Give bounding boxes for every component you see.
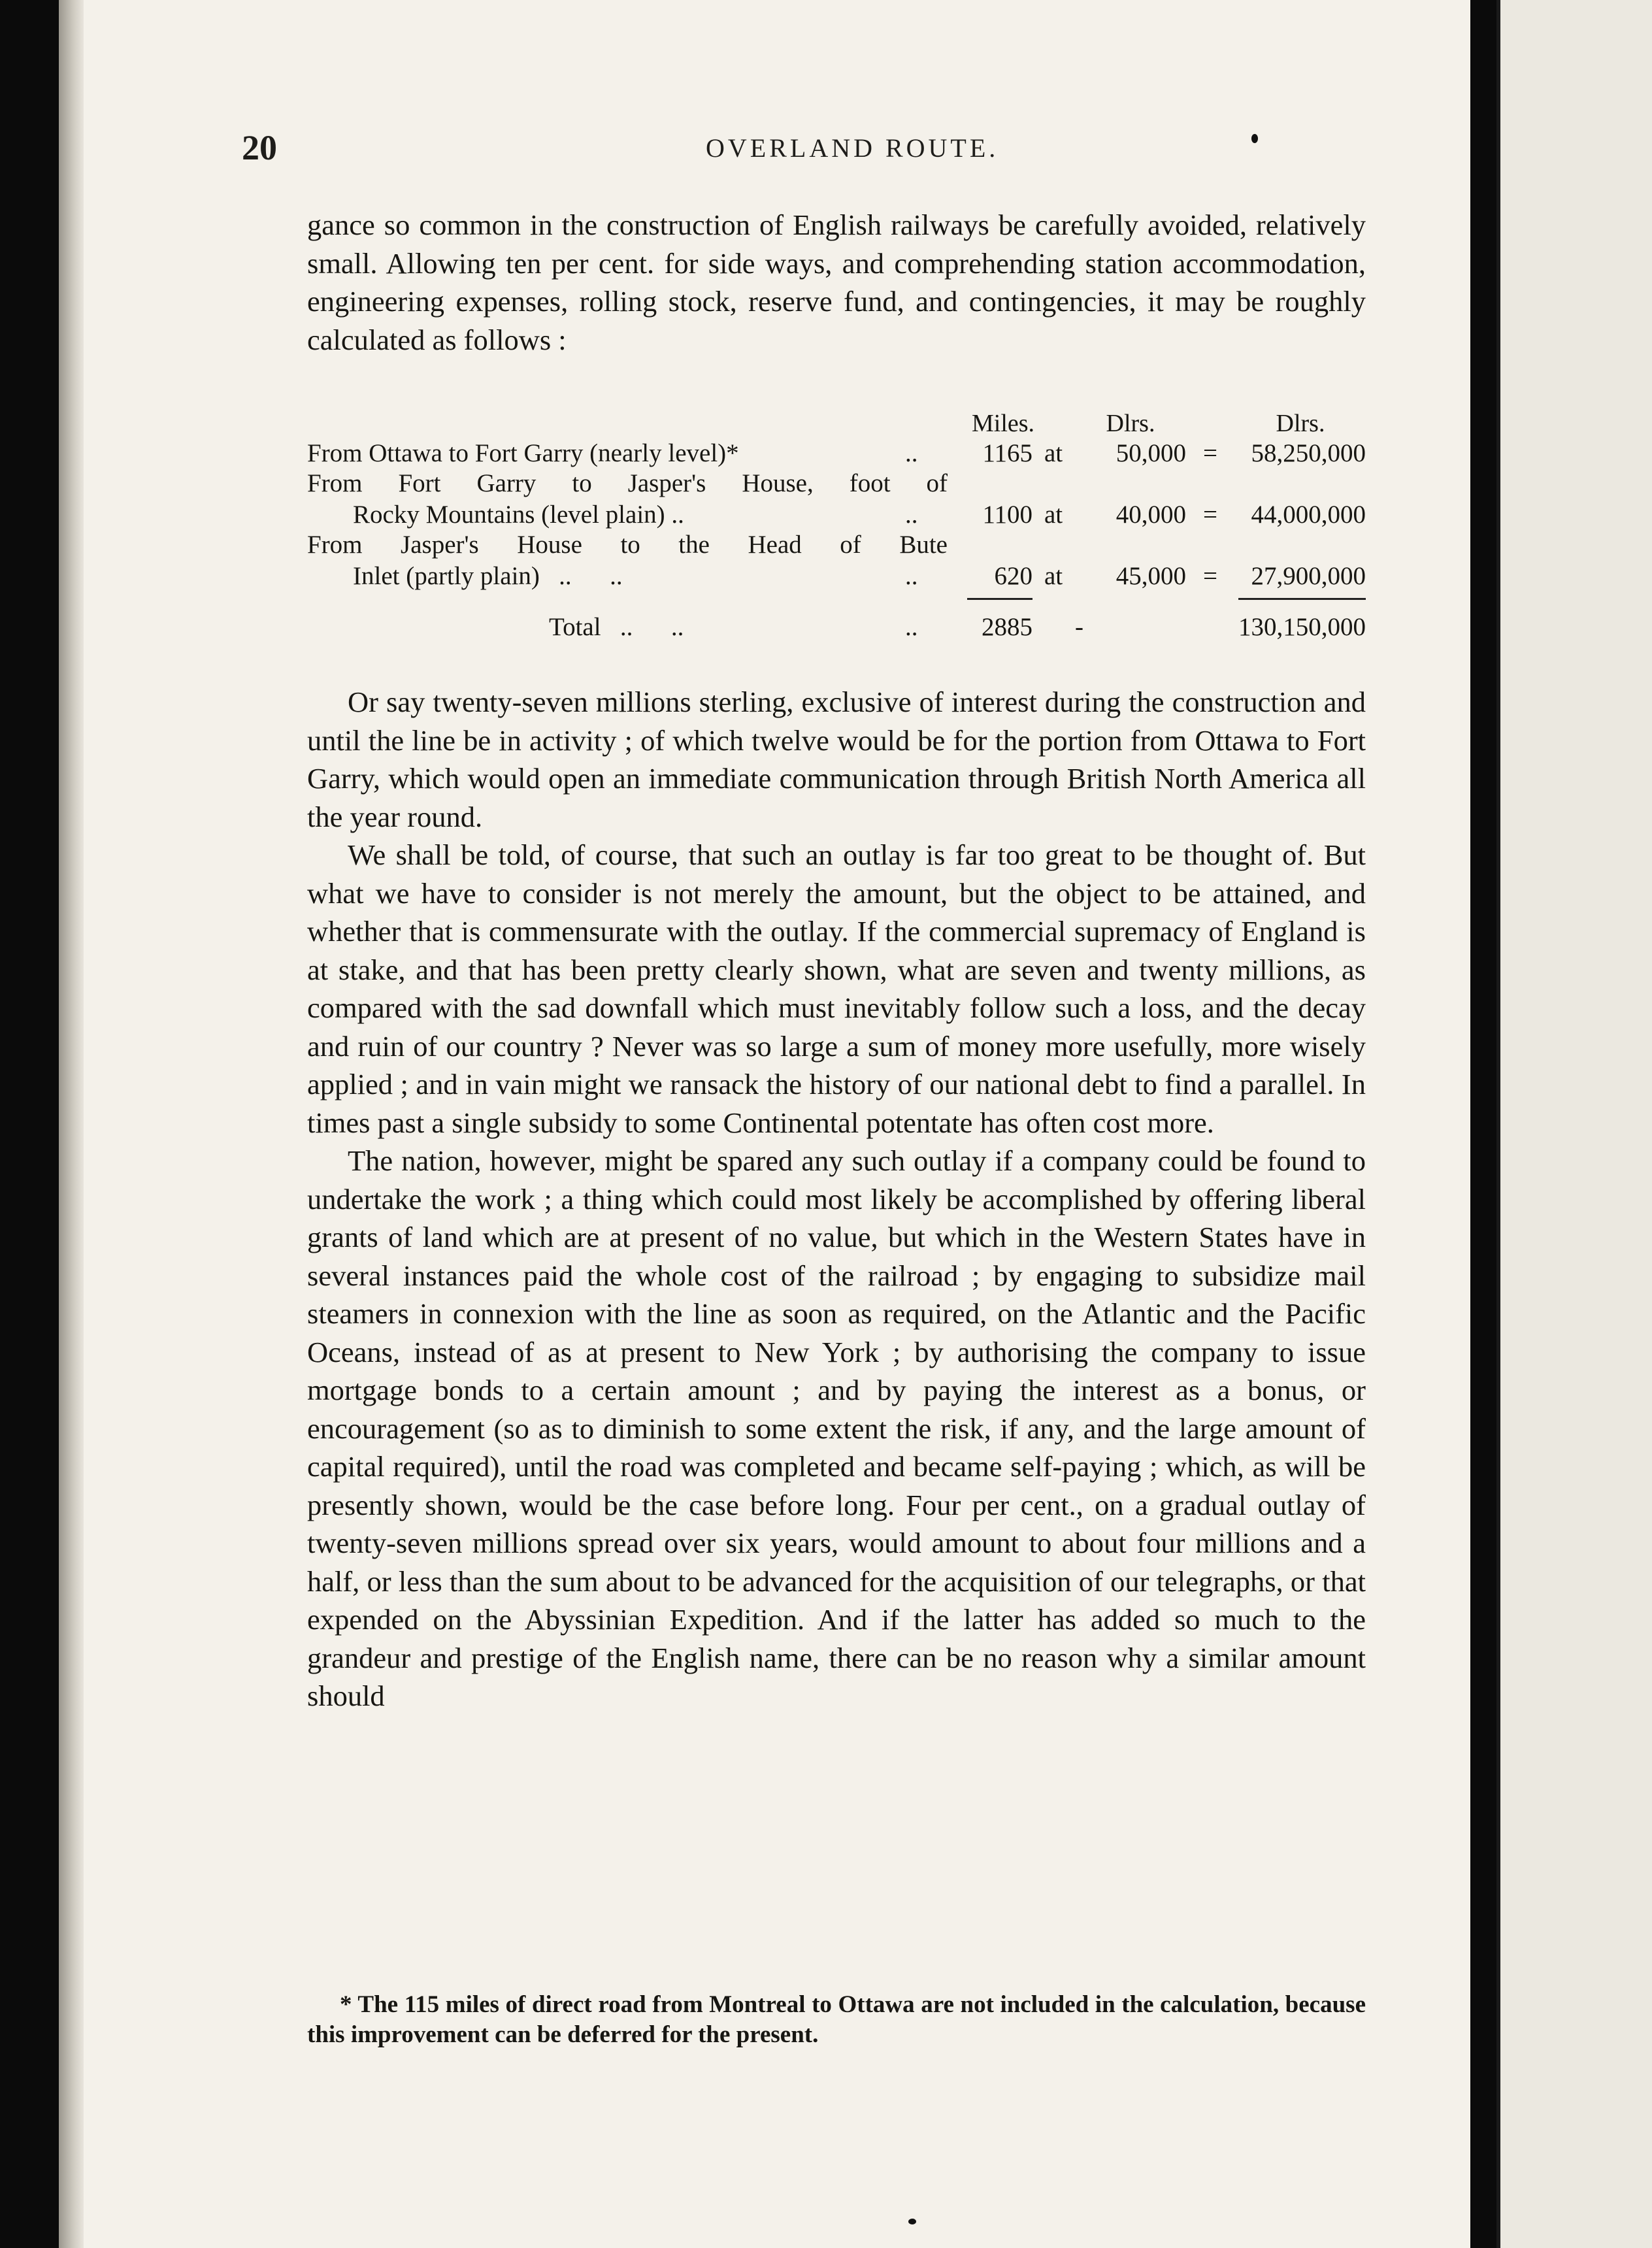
row-equals: =: [1203, 501, 1217, 529]
miles-sum-rule: [967, 598, 1032, 600]
row-miles: 620: [994, 562, 1032, 590]
row-description-cont: Rocky Mountains (level plain) ..: [353, 501, 684, 529]
row-amount: 44,000,000: [1251, 501, 1366, 529]
row-miles: 1100: [982, 501, 1032, 529]
row-at: at: [1044, 562, 1063, 590]
row-description: From Jasper's House to the Head of Bute: [307, 531, 948, 559]
row-leader-dots: ..: [905, 501, 918, 529]
row-description-cont: Inlet (partly plain) .. ..: [353, 562, 623, 590]
adjacent-page-edge: [1496, 0, 1652, 2248]
paragraph: Or say twenty-seven millions sterling, exclusive of interest during the construction and until the line be in activity ; of which twelve would be for the portion from Ottawa to Fort Garry, which would open an immediate communication through British North America all the year round.: [307, 686, 1366, 833]
page-number: 20: [242, 128, 277, 167]
header-miles: Miles.: [971, 410, 1035, 437]
running-head: [59, 127, 1470, 167]
amount-sum-rule: [1238, 598, 1366, 600]
row-rate: 50,000: [1115, 439, 1186, 467]
row-leader-dots: ..: [905, 439, 918, 467]
scanned-page: [59, 0, 1470, 2248]
row-at: at: [1044, 439, 1063, 467]
paragraph: The nation, however, might be spared any such outlay if a company could be found to undertake the work ; a thing which could most likely be accomplished by offering liberal grants of land which are at present of no value, but which in the Western States have in several instances paid the whole cost of the railroad ; by engaging to subsidize mail steamers in connexion with the line as soon as required, on the Atlantic and the Pacific Oceans, instead of as at present to New York ; by authorising the company to issue mortgage bonds to a certain amount ; and by paying the interest as a bonus, or encouragement (so as to diminish to some extent the risk, if any, and the large amount of capital required), until the road was completed and became self-paying ; which, as will be presently shown, would be the case before long. Four per cent., on a gradual outlay of twenty-seven millions spread over six years, would amount to about four millions and a half, or less than the sum about to be advanced for the acquisition of our telegraphs, or that expended on the Abyssinian Expedition. And if the latter has added so much to the grandeur and prestige of the English name, there can be no reason why a similar amount should: [307, 1144, 1366, 1712]
total-leader-dots: ..: [905, 613, 918, 641]
total-amount: 130,150,000: [1238, 613, 1366, 641]
page-content: [59, 0, 1470, 2248]
footnote: [307, 1990, 1366, 2050]
row-description: From Ottawa to Fort Garry (nearly level)*: [307, 439, 739, 467]
scan-speck: [1251, 134, 1258, 143]
intro-text: [307, 206, 1366, 359]
total-label: Total .. ..: [549, 613, 684, 641]
row-amount: 27,900,000: [1251, 562, 1366, 590]
total-dash: -: [1075, 613, 1083, 641]
row-rate: 40,000: [1115, 501, 1186, 529]
scan-speck: [908, 2219, 916, 2224]
total-miles: 2885: [982, 613, 1032, 641]
header-rate: Dlrs.: [1106, 410, 1155, 437]
row-leader-dots: ..: [905, 562, 918, 590]
row-amount: 58,250,000: [1251, 439, 1366, 467]
main-text: [307, 683, 1366, 1715]
footnote-text: * The 115 miles of direct road from Montreal to Ottawa are not included in the calculation, because this improvement can be deferred for the present.: [307, 1991, 1366, 2048]
header-amount: Dlrs.: [1276, 410, 1325, 437]
row-description: From Fort Garry to Jasper's House, foot of: [307, 469, 948, 497]
row-at: at: [1044, 501, 1063, 529]
intro-paragraph: gance so common in the construction of English railways be carefully avoided, relatively small. Allowing ten per cent. for side ways, and comprehending station accommodation, engineering expenses, rolling stock, reserve fund, and contingencies, it may be roughly calculated as follows :: [307, 208, 1366, 356]
row-rate: 45,000: [1115, 562, 1186, 590]
paragraph: We shall be told, of course, that such an outlay is far too great to be thought of. But what we have to consider is not merely the amount, but the object to be attained, and whether that is commensurate with the outlay. If the commercial supremacy of England is at stake, and that has been pretty clearly shown, what are seven and twenty millions, as compared with the sad downfall which must inevitably follow such a loss, and the decay and ruin of our country ? Never was so large a sum of money more usefully, more wisely applied ; and in vain might we ransack the history of our national debt to find a parallel. In times past a single subsidy to some Continental potentate has often cost more.: [307, 838, 1366, 1139]
row-equals: =: [1203, 562, 1217, 590]
row-equals: =: [1203, 439, 1217, 467]
row-miles: 1165: [982, 439, 1032, 467]
running-title: OVERLAND ROUTE.: [706, 133, 999, 163]
